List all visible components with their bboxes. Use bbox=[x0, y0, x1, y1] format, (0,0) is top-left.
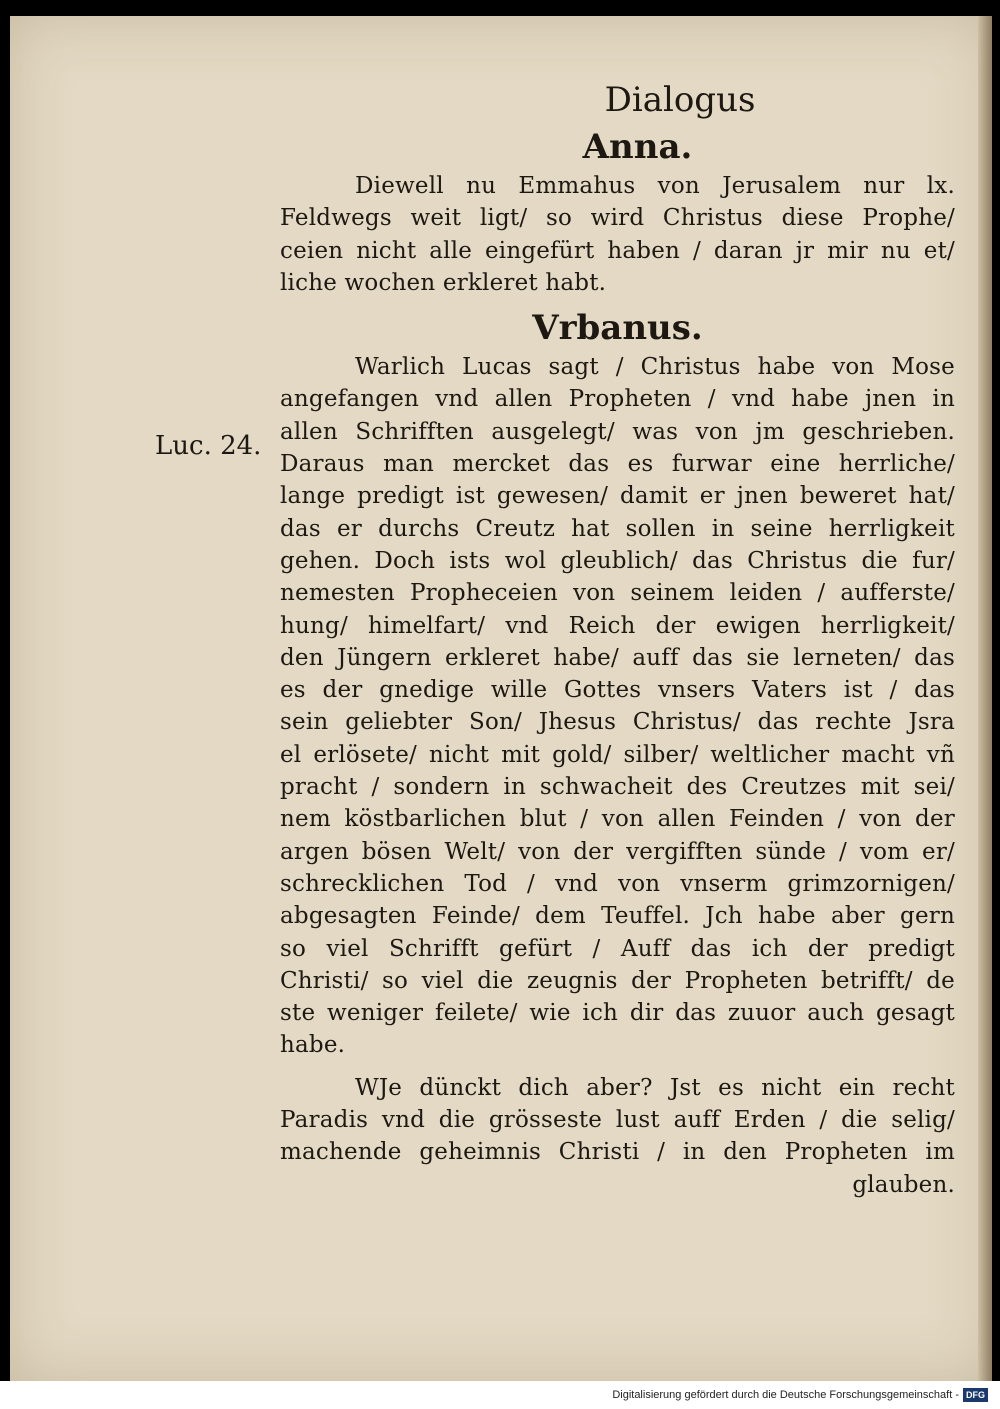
text-line: angefangen vnd allen Propheten / vnd habe jnen in bbox=[280, 386, 955, 413]
text-line: el erlösete/ nicht mit gold/ silber/ weltlicher macht vñ bbox=[280, 741, 955, 768]
text-line: machende geheimnis Christi / in den Propheten im bbox=[280, 1139, 955, 1166]
text-line: es der gnedige wille Gottes vnsers Vaters ist / das bbox=[280, 677, 955, 704]
text-line: Diewell nu Emmahus von Jerusalem nur lx. bbox=[355, 173, 955, 199]
digitization-footer bbox=[0, 1381, 1000, 1409]
paragraph-closing bbox=[280, 1072, 955, 1201]
text-line: lange predigt ist gewesen/ damit er jnen beweret hat/ bbox=[280, 483, 955, 510]
footer-text: Digitalisierung gefördert durch die Deutsche Forschungsgemeinschaft - bbox=[612, 1389, 959, 1401]
text-line: sein geliebter Son/ Jhesus Christus/ das rechte Jsra bbox=[280, 709, 955, 736]
page-gutter bbox=[978, 16, 992, 1381]
catchword: glauben. bbox=[852, 1171, 955, 1198]
text-line: Feldwegs weit ligt/ so wird Christus diese Prophe/ bbox=[280, 205, 955, 232]
speaker-anna: Anna. bbox=[582, 127, 693, 167]
running-head: Dialogus bbox=[604, 80, 756, 120]
text-line: WJe dünckt dich aber? Jst es nicht ein recht bbox=[355, 1074, 955, 1101]
text-line: Christi/ so viel die zeugnis der Propheten betrifft/ de bbox=[280, 967, 955, 994]
text-line: Daraus man mercket das es furwar eine herrliche/ bbox=[280, 451, 955, 478]
text-line: Warlich Lucas sagt / Christus habe von Mose bbox=[355, 354, 955, 381]
text-line: habe. bbox=[280, 1032, 346, 1059]
dfg-logo: DFG bbox=[963, 1388, 988, 1402]
marginal-note: Luc. 24. bbox=[155, 431, 262, 461]
text-line: so viel Schrifft gefürt / Auff das ich der predigt bbox=[280, 935, 955, 962]
paragraph-anna bbox=[280, 170, 955, 299]
paragraph-urbanus bbox=[280, 351, 955, 1062]
text-line: liche wochen erkleret habt. bbox=[280, 269, 607, 296]
speaker-urbanus: Vrbanus. bbox=[532, 308, 703, 349]
page-text bbox=[280, 76, 955, 1201]
text-line: den Jüngern erkleret habe/ auff das sie lerneten/ das bbox=[280, 644, 955, 671]
text-line: gehen. Doch ists wol gleublich/ das Christus die fur/ bbox=[280, 547, 955, 574]
text-line: ste weniger feilete/ wie ich dir das zuuor auch gesagt bbox=[280, 1000, 955, 1027]
text-line: nem köstbarlichen blut / von allen Feinden / von der bbox=[280, 806, 955, 833]
text-line: Paradis vnd die grösseste lust auff Erden / die selig/ bbox=[280, 1107, 955, 1134]
text-line: argen bösen Welt/ von der vergifften sünde / vom er/ bbox=[280, 838, 955, 865]
text-line: hung/ himelfart/ vnd Reich der ewigen herrligkeit/ bbox=[280, 612, 955, 639]
text-line: pracht / sondern in schwacheit des Creutzes mit sei/ bbox=[280, 774, 955, 801]
text-line: das er durchs Creutz hat sollen in seine herrligkeit bbox=[280, 515, 955, 542]
book-page bbox=[10, 16, 992, 1381]
text-line: allen Schrifften ausgelegt/ was von jm geschrieben. bbox=[280, 418, 955, 445]
text-line: nemesten Propheceien von seinem leiden / aufferste/ bbox=[280, 580, 955, 607]
text-line: abgesagten Feinde/ dem Teuffel. Jch habe aber gern bbox=[280, 903, 955, 930]
text-line: schrecklichen Tod / vnd von vnserm grimzornigen/ bbox=[280, 870, 955, 897]
text-line: ceien nicht alle eingefürt haben / daran jr mir nu et/ bbox=[280, 237, 955, 264]
